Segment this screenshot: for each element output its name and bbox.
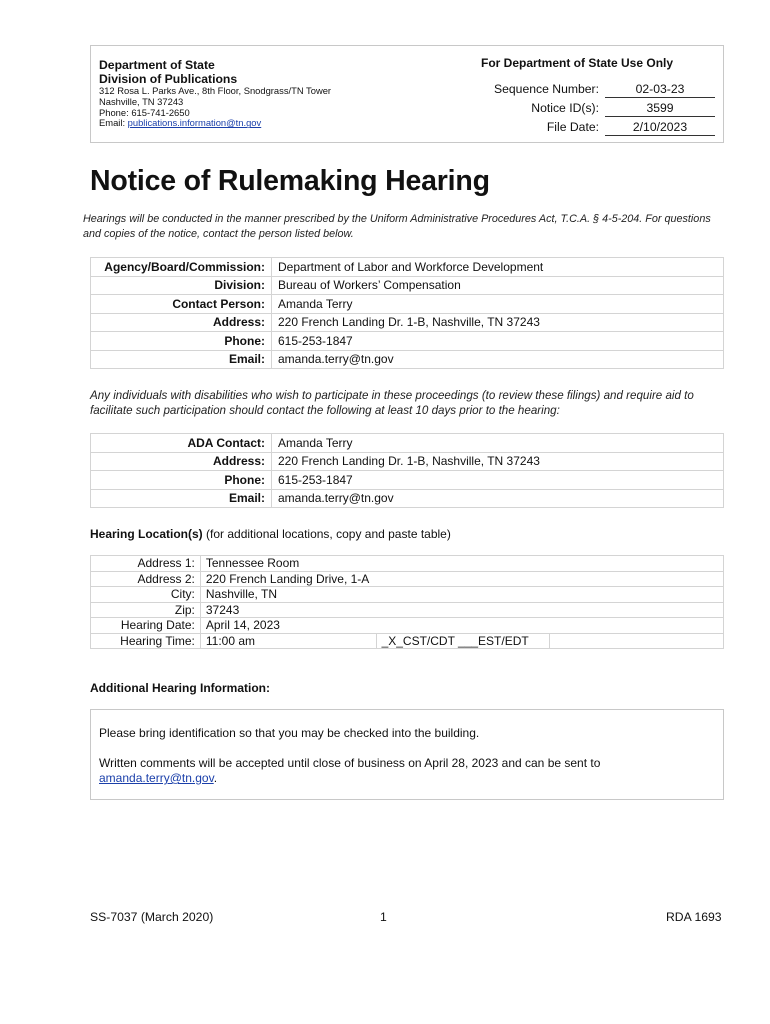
intro-text: Hearings will be conducted in the manner prescribed by the Uniform Administrative Procedures Act, T.C.A. § 4-5-204. For questions and copies of the notice, contact the person listed below. (83, 213, 711, 240)
agency-label: Address: (91, 313, 272, 332)
ada-label: Phone: (91, 471, 272, 490)
use-only-title: For Department of State Use Only (481, 56, 674, 70)
location-row (91, 556, 724, 572)
ada-value: 615-253-1847 (272, 471, 724, 490)
agency-label: Contact Person: (91, 295, 272, 314)
department-city: Nashville, TN 37243 (99, 95, 184, 107)
location-value: Nashville, TN (200, 587, 723, 603)
ada-label: ADA Contact: (91, 434, 272, 453)
hearing-location-table (90, 555, 724, 649)
file-date-value: 2/10/2023 (605, 120, 715, 136)
department-address: 312 Rosa L. Parks Ave., 8th Floor, Snodgrass/TN Tower (99, 85, 332, 96)
location-row (91, 618, 724, 634)
agency-label: Phone: (91, 332, 272, 351)
location-row (91, 602, 724, 618)
department-phone: Phone: 615-741-2650 (99, 106, 190, 118)
notice-id-row (451, 101, 717, 117)
hearing-location-heading (90, 527, 451, 541)
ada-value: Amanda Terry (272, 434, 724, 453)
location-label: Address 2: (91, 571, 201, 587)
agency-value: Bureau of Workers’ Compensation (272, 276, 724, 295)
agency-label: Division: (91, 276, 272, 295)
sequence-number-value: 02-03-23 (605, 82, 715, 98)
location-label: Zip: (91, 602, 201, 618)
ada-label: Email: (91, 489, 272, 508)
hearing-location-note: (for additional locations, copy and paste table) (202, 527, 451, 541)
ada-value: 220 French Landing Dr. 1-B, Nashville, TN 37243 (272, 452, 724, 471)
department-name: Department of State (99, 58, 215, 72)
ada-table (90, 433, 724, 508)
agency-row (91, 258, 724, 277)
department-info (99, 58, 331, 129)
hearing-location-heading-bold: Hearing Location(s) (90, 527, 203, 541)
location-value: 220 French Landing Drive, 1-A (200, 571, 723, 587)
page-title: Notice of Rulemaking Hearing (90, 165, 490, 197)
ada-row (91, 471, 724, 490)
agency-value: amanda.terry@tn.gov (272, 350, 724, 369)
timezone-value: _X_CST/CDT ___EST/EDT (376, 633, 550, 649)
sequence-number-label: Sequence Number: (493, 82, 599, 96)
additional-info-para2 (99, 756, 699, 786)
ada-value: amanda.terry@tn.gov (272, 489, 724, 508)
agency-value: Amanda Terry (272, 295, 724, 314)
agency-row (91, 313, 724, 332)
form-id: SS-7037 (March 2020) (90, 910, 214, 924)
additional-info-para2-text: Written comments will be accepted until close of business on April 28, 2023 and can be sent to (99, 756, 601, 770)
additional-info-heading: Additional Hearing Information: (90, 681, 270, 695)
notice-id-value: 3599 (605, 101, 715, 117)
ada-row (91, 489, 724, 508)
hearing-time-label: Hearing Time: (91, 633, 201, 649)
hearing-time-row (91, 633, 724, 649)
location-label: Hearing Date: (91, 618, 201, 634)
agency-table (90, 257, 724, 369)
agency-value: 615-253-1847 (272, 332, 724, 351)
agency-value: 220 French Landing Dr. 1-B, Nashville, TN 37243 (272, 313, 724, 332)
location-row (91, 571, 724, 587)
location-value: 37243 (200, 602, 723, 618)
location-value: April 14, 2023 (200, 618, 723, 634)
agency-row (91, 350, 724, 369)
empty-cell (550, 633, 724, 649)
file-date-label: File Date: (546, 120, 599, 134)
agency-row (91, 276, 724, 295)
division-name: Division of Publications (99, 72, 238, 86)
agency-value: Department of Labor and Workforce Development (272, 258, 724, 277)
contact-email-link[interactable]: amanda.terry@tn.gov (99, 771, 214, 785)
location-row (91, 587, 724, 603)
notice-id-label: Notice ID(s): (531, 101, 599, 115)
additional-info-period: . (213, 771, 218, 785)
department-email-link[interactable]: publications.information@tn.gov (127, 117, 262, 129)
ada-intro-text: Any individuals with disabilities who wish to participate in these proceedings (to review these filings) and require aid to facilitate such participation should contact the following at least 10 days prior to the hearing: (90, 389, 694, 418)
ada-row (91, 434, 724, 453)
location-value: Tennessee Room (200, 556, 723, 572)
agency-label: Agency/Board/Commission: (91, 258, 272, 277)
file-date-row (451, 120, 717, 136)
rda-number: RDA 1693 (666, 910, 722, 924)
additional-info-para1: Please bring identification so that you may be checked into the building. (99, 726, 480, 740)
page-number: 1 (380, 910, 387, 924)
agency-label: Email: (91, 350, 272, 369)
header-box (90, 45, 724, 143)
department-email (99, 118, 331, 129)
ada-row (91, 452, 724, 471)
email-label: Email: (99, 117, 128, 129)
additional-info-box (90, 709, 724, 800)
location-label: Address 1: (91, 556, 201, 572)
agency-row (91, 332, 724, 351)
hearing-time-value: 11:00 am (200, 633, 376, 649)
agency-row (91, 295, 724, 314)
location-label: City: (91, 587, 201, 603)
sequence-number-row (451, 82, 717, 98)
ada-label: Address: (91, 452, 272, 471)
